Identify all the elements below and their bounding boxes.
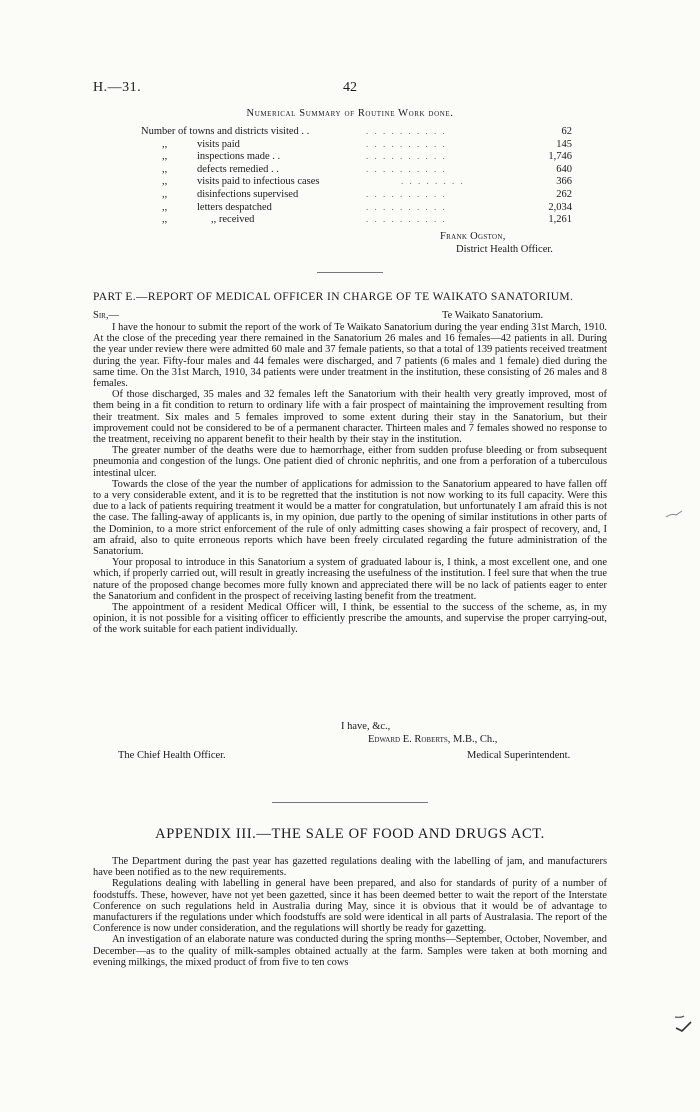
dot-leaders: . . . . . . . . . . (366, 138, 447, 149)
summary-row-value: 62 (561, 126, 572, 137)
margin-tick-mark (672, 1012, 694, 1034)
paragraph: The greater number of the deaths were due to hæmorrhage, either from sudden profuse bleeding or from subsequent pneumonia and congestion of the lungs. One patient died of chronic nephritis, and one from a perforation of a tuberculous intestinal ulcer. (93, 445, 607, 479)
paragraph: The appointment of a resident Medical Officer will, I think, be essential to the success of the scheme, as, in my opinion, it is not possible for a visiting officer to efficiently prescribe the amounts, and supervise the proper carrying-out, of the work suitable for each patient individually. (93, 602, 607, 636)
part-e-body (93, 322, 607, 636)
dot-leaders: . . . . . . . . . . (366, 188, 447, 199)
summary-table (141, 126, 572, 227)
summary-row-label: ,, received (211, 214, 255, 226)
summary-row-label: defects remedied . . (197, 163, 279, 175)
summary-row (141, 202, 572, 215)
signatory-degrees: M.B., Ch., (453, 734, 498, 745)
ditto-mark: ,, (162, 163, 168, 175)
dot-leaders: . . . . . . . . (401, 176, 465, 187)
section-divider (317, 272, 383, 273)
paragraph: An investigation of an elaborate nature was conducted during the spring months—September, October, November, and December—as to the quality of milk-samples obtained actually at the farm. Samples were taken at both morning and evening milkings, the mixed product of from five to ten cows (93, 934, 607, 968)
appendix-heading: APPENDIX III.—THE SALE OF FOOD AND DRUGS ACT. (155, 826, 545, 842)
part-e-heading: PART E.—REPORT OF MEDICAL OFFICER IN CHARGE OF TE WAIKATO SANATORIUM. (93, 291, 574, 303)
paragraph: Your proposal to introduce in this Sanatorium a system of graduated labour is, I think, a most excellent one, and one which, if properly carried out, will result in greatly increasing the usefulness of the institution. I feel sure that when the true nature of the proposed change becomes more fully known and appreciated there will be no lack of patients eager to enter the Sanatorium and confident in the prospect of receiving lasting benefit from the treatment. (93, 557, 607, 602)
section-divider (272, 802, 428, 803)
dot-leaders: . . . . . . . . . . (366, 163, 447, 174)
summary-row-value: 2,034 (548, 201, 572, 213)
summary-row-label: Number of towns and districts visited . . (141, 126, 310, 137)
summary-signature (440, 230, 553, 256)
summary-row (141, 126, 572, 139)
summary-row-label: inspections made . . (197, 151, 281, 163)
signatory-name: Frank Ogston, (440, 231, 506, 242)
summary-row-value: 145 (556, 138, 572, 150)
summary-row-label: disinfections supervised (197, 188, 299, 200)
ditto-mark: ,, (162, 201, 168, 213)
signatory-title: Medical Superintendent. (467, 750, 571, 761)
summary-row (141, 189, 572, 202)
addressee: The Chief Health Officer. (118, 750, 226, 761)
dot-leaders: . . . . . . . . . . (366, 126, 447, 136)
summary-row (141, 176, 572, 189)
letter-place: Te Waikato Sanatorium. (442, 310, 544, 321)
summary-row-label: visits paid to infectious cases (197, 176, 320, 188)
summary-row-label: letters despatched (197, 201, 272, 213)
ditto-mark: ,, (162, 138, 168, 150)
dot-leaders: . . . . . . . . . . (366, 201, 447, 212)
paragraph: Towards the close of the year the number of applications for admission to the Sanatorium appeared to have fallen off to a very considerable extent, and it is to be regretted that the institution is not now working to its full capacity. Were this due to a lack of patients requiring treatment it would be a matter for congratulation, but unfortunately I am afraid this is not the case. The falling-away of applicants is, in my opinion, due partly to the opening of similar institutions in other parts of the Dominion, to a more strict enforcement of the rule of only admitting cases showing a fair prospect of recovery, and, I am afraid, also to quite erroneous reports which have been freely circulated regarding the future administration of the Sanatorium. (93, 478, 607, 558)
margin-tick-mark (664, 508, 684, 522)
paragraph: I have the honour to submit the report of the work of Te Waikato Sanatorium during the year ending 31st March, 1910. At the close of the preceding year there remained in the Sanatorium 26 males and 16 females—42 patients in all. During the year under review there were admitted 60 male and 37 female patients, so that a total of 139 patients received treatment during the year. Fifty-four males and 44 females were discharged, and 7 patients (6 males and 1 female) died during the same time. On the 31st March, 1910, 34 patients were under treatment in the institution, these consisting of 26 males and 8 females. (93, 322, 607, 390)
ditto-mark: ,, (162, 151, 168, 163)
summary-row (141, 164, 572, 177)
summary-row-value: 640 (556, 163, 572, 175)
summary-row-label: visits paid (197, 138, 240, 150)
dot-leaders: . . . . . . . . . . (366, 151, 447, 162)
summary-row (141, 139, 572, 152)
page-number: 42 (343, 80, 357, 95)
part-e-signature (368, 734, 497, 745)
report-code: H.—31. (93, 80, 142, 95)
signatory-name: Edward E. Roberts, (368, 734, 451, 745)
summary-row-value: 1,746 (548, 151, 572, 163)
summary-row-value: 366 (556, 176, 572, 188)
paragraph: Of those discharged, 35 males and 32 females left the Sanatorium with their health very greatly improved, most of them being in a fit condition to return to ordinary life with a fair prospect of maintaining the improvement resulting from their treatment. Six males and 5 females improved to some extent during their stay in the Sanatorium, but their improvement could not be considered to be of a permanent character. Thirteen males and 7 females showed no response to the treatment, receiving no apparent benefit to their health by their stay in the institution. (93, 389, 607, 446)
ditto-mark: ,, (162, 214, 168, 226)
dot-leaders: . . . . . . . . . . (366, 214, 447, 225)
summary-row (141, 151, 572, 164)
ditto-mark: ,, (162, 188, 168, 200)
appendix-body (93, 856, 607, 968)
salutation: Sir,— (93, 310, 119, 321)
paragraph: Regulations dealing with labelling in general have been prepared, and also for standards of purity of a number of foodstuffs. These, however, have not yet been gazetted, since it has been deemed better to wait the report of the Interstate Conference on such regulations held in Australia during May, since it is obvious that it would be of advantage to manufacturers if the regulations under which foodstuffs are sold were identical in all parts of Australasia. The report of the Conference is now under consideration, and the regulations will shortly be ready for gazetting. (93, 878, 607, 935)
signatory-title: District Health Officer. (456, 244, 553, 255)
ditto-mark: ,, (162, 176, 168, 188)
summary-row-value: 262 (556, 188, 572, 200)
paragraph: The Department during the past year has gazetted regulations dealing with the labelling of jam, and manufacturers have been notified as to the new requirements. (93, 856, 607, 879)
summary-title: Numerical Summary of Routine Work done. (246, 108, 454, 119)
summary-row (141, 214, 572, 227)
closing: I have, &c., (341, 721, 391, 732)
summary-row-value: 1,261 (548, 214, 572, 226)
